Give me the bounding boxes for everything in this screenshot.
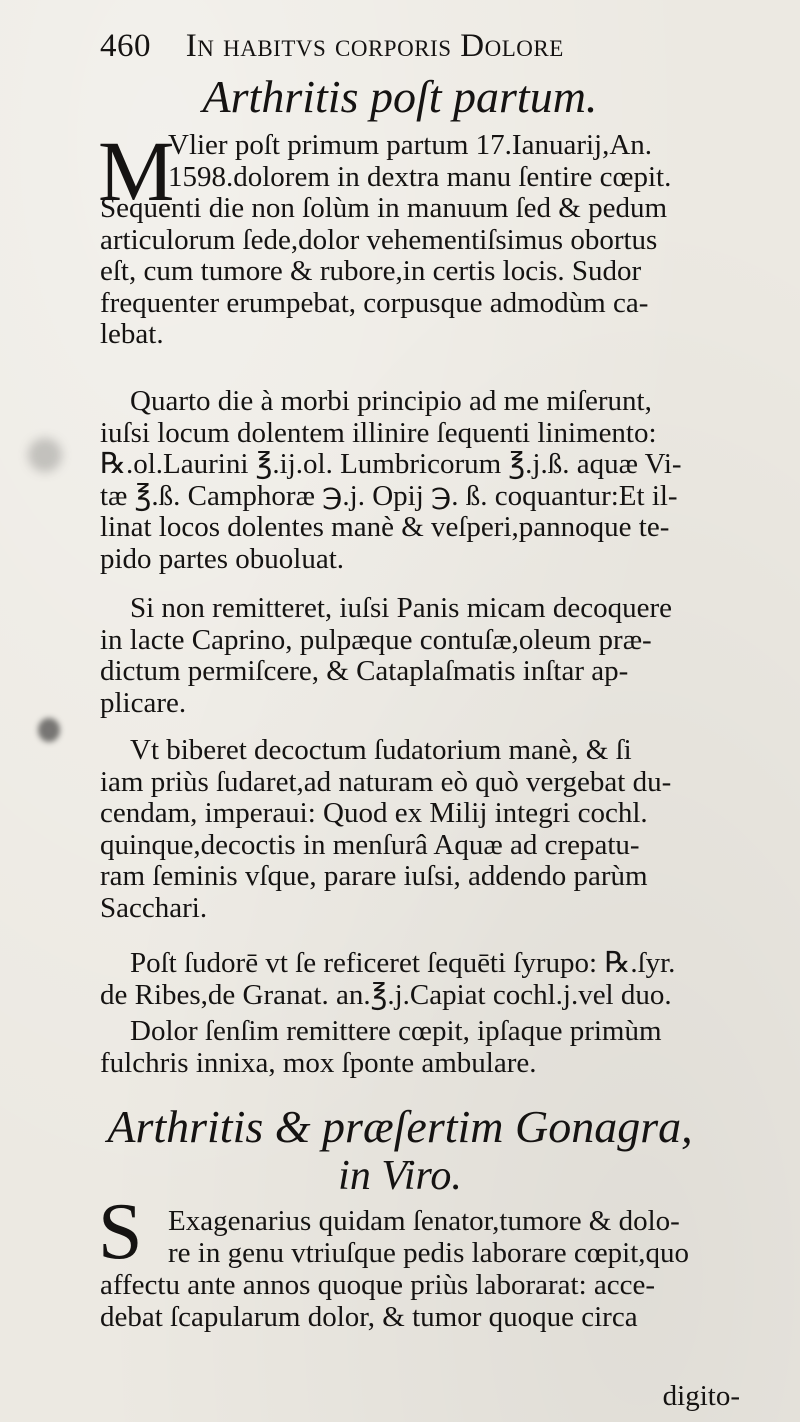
text-line: lebat. (100, 319, 164, 351)
ink-blot (38, 718, 60, 742)
text-line: Dolor ſenſim remittere cœpit, ipſaque primùm (130, 1016, 662, 1047)
text-line: Quarto die à morbi principio ad me miſerunt, (130, 386, 652, 417)
text-line: re in genu vtriuſque pedis laborare cœpit,quo (168, 1237, 690, 1269)
drop-cap-s: S (98, 1188, 143, 1276)
text-line: tæ ℥.ß. Camphoræ ℈.j. Opij ℈. ß. coquantur:Et il- (100, 480, 678, 512)
text-line: articulorum ſede,dolor vehementiſsimus obortus (100, 224, 658, 256)
text-line: cendam, imperaui: Quod ex Milij integri cochl. (100, 798, 648, 830)
text-line: in lacte Caprino, pulpæque contuſæ,oleum præ- (100, 624, 652, 656)
text-line: Exagenarius quidam ſenator,tumore & dolo- (168, 1206, 680, 1237)
page-number: 460 (100, 28, 151, 64)
text-line: iam priùs ſudaret,ad naturam eò quò vergebat du- (100, 766, 672, 798)
paragraph-2 (100, 386, 740, 576)
paragraph-4 (100, 735, 740, 925)
paragraph-7-drop (168, 1206, 740, 1269)
text-line: de Ribes,de Granat. an.℥.j.Capiat cochl.j.vel duo. (100, 979, 672, 1011)
section-title-arthritis-post-partum: Arthritis poſt partum. (202, 71, 598, 122)
paragraph-7 (100, 1270, 740, 1333)
text-line: pido partes obuoluat. (100, 543, 345, 575)
text-line: Si non remitteret, iuſsi Panis micam decoquere (130, 593, 673, 624)
paragraph-1 (100, 193, 740, 351)
text-line: ram ſeminis vſque, parare iuſsi, addendo parùm (100, 861, 648, 893)
paragraph-1-drop (168, 130, 740, 193)
text-line: Vt biberet decoctum ſudatorium manè, & ſi (130, 735, 632, 766)
text-line: Poſt ſudorē vt ſe reficeret ſequēti ſyrupo: ℞.ſyr. (130, 948, 676, 979)
text-line: linat locos dolentes manè & veſperi,pannoque te- (100, 512, 670, 544)
paragraph-5 (100, 948, 740, 1011)
text-line: iuſsi locum dolentem illinire ſequenti linimento: (100, 417, 657, 449)
text-line: Vlier poſt primum partum 17.Ianuarij,An. (168, 130, 653, 161)
paragraph-3 (100, 593, 740, 719)
text-line: quinque,decoctis in menſurâ Aquæ ad crepatu- (100, 829, 640, 861)
text-line: 1598.dolorem in dextra manu ſentire cœpit. (168, 161, 672, 193)
text-line: eſt, cum tumore & rubore,in certis locis. Sudor (100, 256, 642, 288)
running-title: In habitvs corporis Dolore (185, 28, 564, 64)
page-header (100, 28, 700, 68)
section-subtitle-in-viro: in Viro. (338, 1153, 462, 1199)
text-line: Sacchari. (100, 892, 208, 924)
paragraph-6 (100, 1016, 740, 1079)
text-line: frequenter erumpebat, corpusque admodùm ca- (100, 287, 649, 319)
section-title-arthritis-gonagra: Arthritis & præſertim Gonagra, (107, 1101, 693, 1152)
text-line: debat ſcapularum dolor, & tumor quoque circa (100, 1301, 638, 1333)
drop-cap-m: M (98, 123, 175, 219)
text-line: dictum permiſcere, & Cataplaſmatis inſtar ap- (100, 656, 629, 688)
paper-stain (28, 438, 62, 472)
text-line: plicare. (100, 687, 187, 719)
text-line: fulchris innixa, mox ſponte ambulare. (100, 1047, 537, 1079)
text-line: ℞.ol.Laurini ℥.ij.ol. Lumbricorum ℥.j.ß. aquæ Vi- (100, 449, 682, 481)
catchword: digito- (662, 1380, 740, 1412)
text-line: Sequenti die non ſolùm in manuum ſed & pedum (100, 193, 668, 224)
text-line: affectu ante annos quoque priùs laborarat: acce- (100, 1270, 656, 1301)
